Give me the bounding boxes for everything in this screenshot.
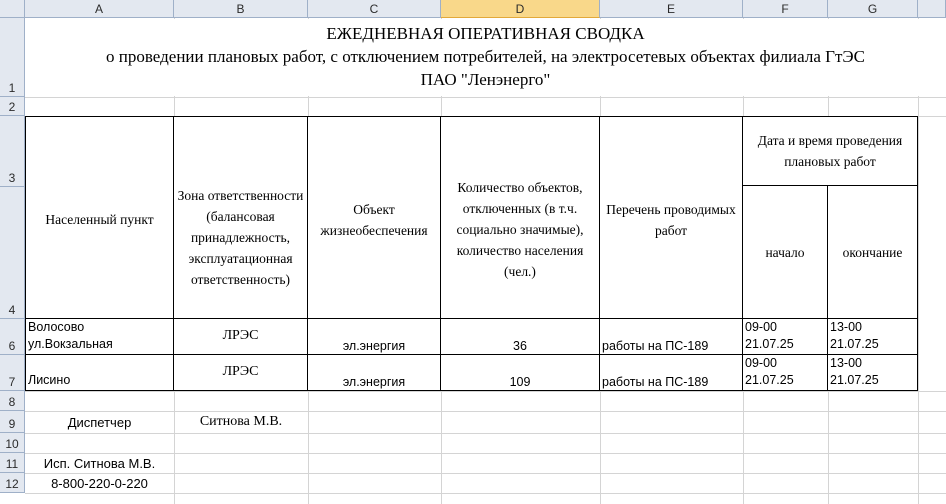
end-2-date: 21.07.25 bbox=[830, 373, 879, 387]
header-locality-text: Населенный пункт bbox=[45, 212, 154, 227]
column-header-a[interactable]: A bbox=[25, 0, 174, 18]
header-works[interactable] bbox=[600, 117, 742, 318]
column-header-extra[interactable] bbox=[918, 0, 946, 18]
header-count[interactable] bbox=[441, 117, 599, 318]
select-all-corner[interactable] bbox=[0, 0, 25, 18]
count-1-text: 36 bbox=[513, 339, 527, 353]
border bbox=[917, 116, 918, 391]
border bbox=[25, 390, 918, 391]
start-2-date: 21.07.25 bbox=[745, 373, 794, 387]
start-1-date: 21.07.25 bbox=[745, 337, 794, 351]
cell-works-2[interactable] bbox=[602, 355, 742, 390]
gridline bbox=[25, 97, 946, 98]
gridline bbox=[25, 391, 946, 392]
locality-1-line-2: ул.Вокзальная bbox=[28, 337, 113, 351]
row-header-9[interactable]: 9 bbox=[0, 411, 25, 433]
object-1-text: эл.энергия bbox=[342, 339, 406, 353]
header-datetime-text: Дата и время проведения плановых работ bbox=[757, 133, 903, 169]
object-2-text: эл.энергия bbox=[342, 375, 406, 389]
cell-locality-1[interactable] bbox=[28, 319, 173, 354]
row-header-10[interactable]: 10 bbox=[0, 433, 25, 453]
cell-phone[interactable] bbox=[25, 473, 174, 493]
cell-dispatcher-label[interactable] bbox=[25, 411, 174, 433]
cell-zone-2[interactable] bbox=[174, 355, 307, 390]
title-line-3: ПАО "Ленэнерго" bbox=[420, 70, 551, 89]
dispatcher-label-text: Диспетчер bbox=[67, 414, 132, 430]
locality-2-line-1 bbox=[28, 355, 173, 372]
cell-count-2[interactable] bbox=[441, 355, 599, 390]
phone-text: 8-800-220-0-220 bbox=[51, 475, 148, 491]
cell-object-1[interactable] bbox=[308, 319, 440, 354]
zone-1-text: ЛРЭС bbox=[222, 327, 259, 343]
row-header-4[interactable]: 4 bbox=[0, 187, 25, 319]
end-1-date: 21.07.25 bbox=[830, 337, 879, 351]
count-2-text: 109 bbox=[509, 375, 531, 389]
title-line-1: ЕЖЕДНЕВНАЯ ОПЕРАТИВНАЯ СВОДКА bbox=[326, 24, 645, 43]
executor-text: Исп. Ситнова М.В. bbox=[43, 455, 156, 471]
start-2-time: 09-00 bbox=[745, 356, 777, 370]
header-object-text: Объект жизнеобеспечения bbox=[320, 201, 428, 238]
header-count-text: Количество объектов, отключенных (в т.ч. социально значимые), количество населения (чел.) bbox=[456, 180, 584, 279]
header-object[interactable] bbox=[308, 117, 440, 318]
row-header-7[interactable]: 7 bbox=[0, 355, 25, 391]
title-area[interactable] bbox=[25, 22, 946, 97]
header-datetime[interactable] bbox=[743, 117, 917, 185]
cell-start-2[interactable] bbox=[745, 355, 827, 390]
dispatcher-name-text: Ситнова М.В. bbox=[199, 414, 283, 429]
cell-zone-1[interactable] bbox=[174, 319, 307, 354]
header-zone[interactable] bbox=[174, 117, 307, 318]
locality-1-line-1: Волосово bbox=[28, 320, 85, 334]
cell-count-1[interactable] bbox=[441, 319, 599, 354]
row-header-12[interactable]: 12 bbox=[0, 473, 25, 493]
cell-start-1[interactable] bbox=[745, 319, 827, 354]
cell-end-2[interactable] bbox=[830, 355, 917, 390]
header-start[interactable] bbox=[743, 186, 827, 318]
start-1-time: 09-00 bbox=[745, 320, 777, 334]
cell-works-1[interactable] bbox=[602, 319, 742, 354]
column-header-b[interactable]: B bbox=[174, 0, 308, 18]
column-header-e[interactable]: E bbox=[600, 0, 743, 18]
header-end-text: окончание bbox=[842, 244, 903, 260]
end-2-time: 13-00 bbox=[830, 356, 862, 370]
row-header-11[interactable]: 11 bbox=[0, 453, 25, 473]
header-end[interactable] bbox=[828, 186, 917, 318]
gridline bbox=[25, 433, 946, 434]
row-header-1[interactable]: 1 bbox=[0, 18, 25, 97]
row-header-6[interactable]: 6 bbox=[0, 319, 25, 355]
cell-locality-2[interactable] bbox=[28, 355, 173, 390]
column-header-g[interactable]: G bbox=[828, 0, 918, 18]
cell-object-2[interactable] bbox=[308, 355, 440, 390]
header-locality[interactable] bbox=[26, 117, 173, 318]
column-header-d[interactable]: D bbox=[441, 0, 600, 18]
row-header-8[interactable]: 8 bbox=[0, 391, 25, 411]
works-2-text: работы на ПС-189 bbox=[602, 375, 709, 389]
column-header-c[interactable]: C bbox=[308, 0, 441, 18]
header-zone-text: Зона ответственности (балансовая принадлежность, эксплуатационная ответственность) bbox=[177, 188, 304, 287]
header-works-text: Перечень проводимых работ bbox=[606, 201, 736, 238]
zone-2-text: ЛРЭС bbox=[222, 363, 259, 379]
end-1-time: 13-00 bbox=[830, 320, 862, 334]
gridline bbox=[25, 493, 946, 494]
cell-executor[interactable] bbox=[25, 453, 174, 473]
cell-end-1[interactable] bbox=[830, 319, 917, 354]
cell-dispatcher-name[interactable] bbox=[174, 411, 308, 433]
locality-2-line-2: Лисино bbox=[28, 373, 71, 387]
header-start-text: начало bbox=[765, 244, 805, 260]
title-line-2: о проведении плановых работ, с отключением потребителей, на электросетевых объектах филиала ГтЭС bbox=[106, 47, 865, 66]
row-header-3[interactable]: 3 bbox=[0, 116, 25, 187]
works-1-text: работы на ПС-189 bbox=[602, 339, 709, 353]
column-header-f[interactable]: F bbox=[743, 0, 828, 18]
row-header-2[interactable]: 2 bbox=[0, 97, 25, 116]
